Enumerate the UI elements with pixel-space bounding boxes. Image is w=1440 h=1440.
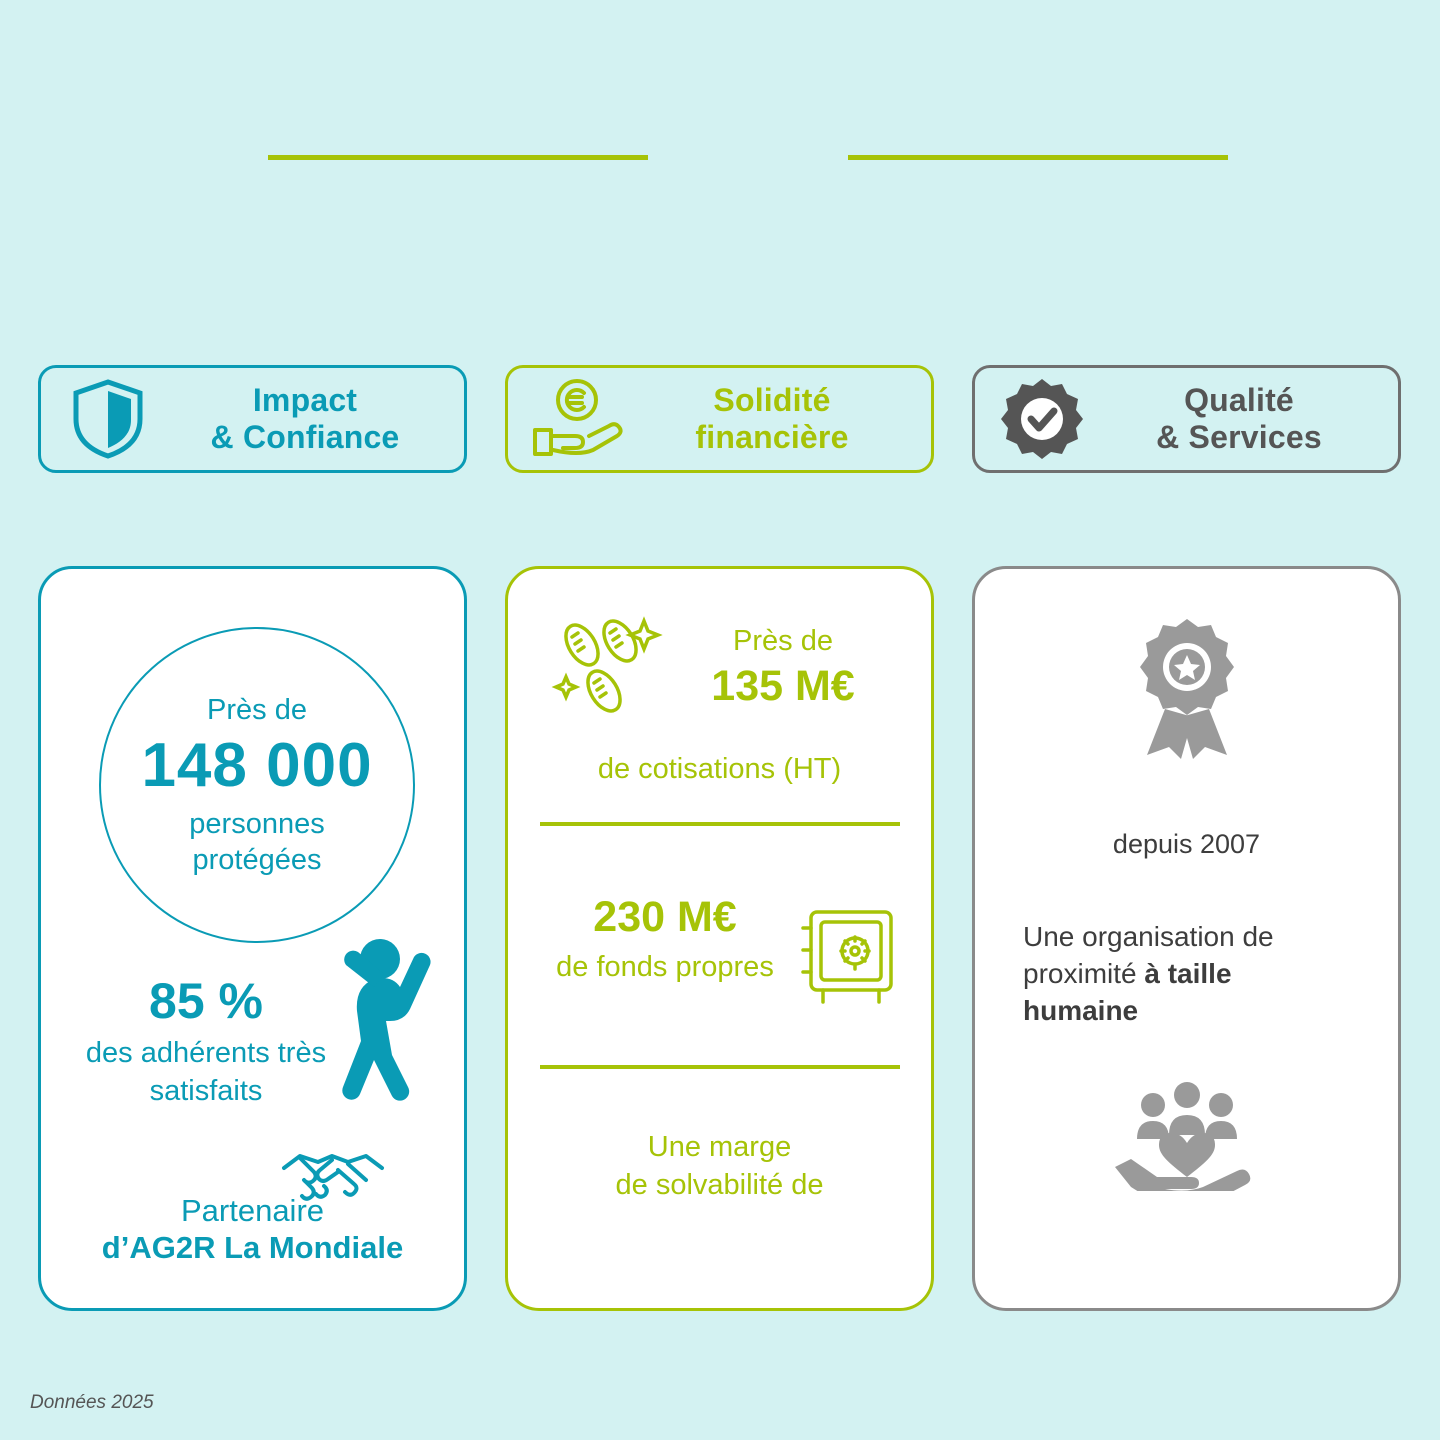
header-pill-qualite <box>972 365 1401 473</box>
proximity-text-bold: à taille humaine <box>1023 957 1232 1026</box>
cotisations-prefix: Près de <box>733 625 833 657</box>
circle-sub-line1: personnes <box>189 807 325 840</box>
card-solidite <box>505 566 934 1311</box>
header-title-qualite-line2: & Services <box>1156 419 1322 455</box>
column-solidite <box>505 365 934 1311</box>
decorative-rule-left <box>268 155 648 160</box>
header-title-qualite-line1: Qualité <box>1184 382 1294 419</box>
columns-container <box>38 365 1402 1311</box>
coins-icon <box>548 607 668 737</box>
stat-satisfaction <box>41 974 371 1110</box>
partner-line1: Partenaire <box>180 1192 325 1228</box>
circle-prefix: Près de <box>207 693 307 726</box>
hand-euro-icon <box>522 378 627 460</box>
fonds-propres-sub: de fonds propres <box>556 950 774 983</box>
safe-icon <box>793 904 899 1013</box>
column-impact <box>38 365 467 1311</box>
shield-icon <box>55 379 160 459</box>
header-pill-impact <box>38 365 467 473</box>
column-qualite <box>972 365 1401 1311</box>
cotisations-sub: de cotisations (HT) <box>597 753 842 785</box>
header-pill-solidite <box>505 365 934 473</box>
proximity-text <box>1023 919 1353 1030</box>
check-badge-icon <box>989 377 1094 461</box>
header-title-qualite <box>1094 382 1384 456</box>
marge-solvabilite <box>508 1129 931 1204</box>
header-title-impact <box>160 382 450 456</box>
marge-line1: Une marge <box>647 1131 792 1163</box>
divider-1 <box>540 822 900 826</box>
stat-circle-people <box>99 627 415 943</box>
decorative-rule-right <box>848 155 1228 160</box>
header-title-solidite-line1: Solidité <box>713 382 831 419</box>
partner-line2: d’AG2R La Mondiale <box>101 1229 404 1265</box>
circle-value: 148 000 <box>141 731 373 801</box>
award-ribbon-icon <box>975 617 1398 759</box>
satisfaction-value: 85 % <box>149 973 263 1029</box>
card-qualite <box>972 566 1401 1311</box>
header-title-impact-line2: & Confiance <box>210 419 400 455</box>
satisfaction-sub-line2: satisfaits <box>149 1074 263 1107</box>
satisfaction-sub-line1: des adhérents très <box>85 1037 327 1069</box>
proximity-text-part1: Une organisation de proximité <box>1023 921 1274 989</box>
divider-2 <box>540 1065 900 1069</box>
fonds-propres-value: 230 M€ <box>593 893 737 941</box>
running-person-icon <box>334 929 444 1119</box>
cotisations-value: 135 M€ <box>711 661 855 710</box>
header-title-impact-line1: Impact <box>252 382 358 419</box>
marge-line2: de solvabilité de <box>615 1168 824 1201</box>
heart-in-hand-icon <box>975 1079 1398 1191</box>
circle-sub-line2: protégées <box>192 843 322 876</box>
partner-block <box>41 1192 464 1266</box>
footnote: Données 2025 <box>30 1392 154 1413</box>
since-text: depuis 2007 <box>1112 829 1261 859</box>
header-title-solidite-line2: financière <box>695 419 849 455</box>
stat-cotisations <box>658 624 908 715</box>
stat-fonds-propres <box>530 891 800 985</box>
card-impact <box>38 566 467 1311</box>
header-title-solidite <box>627 382 917 456</box>
